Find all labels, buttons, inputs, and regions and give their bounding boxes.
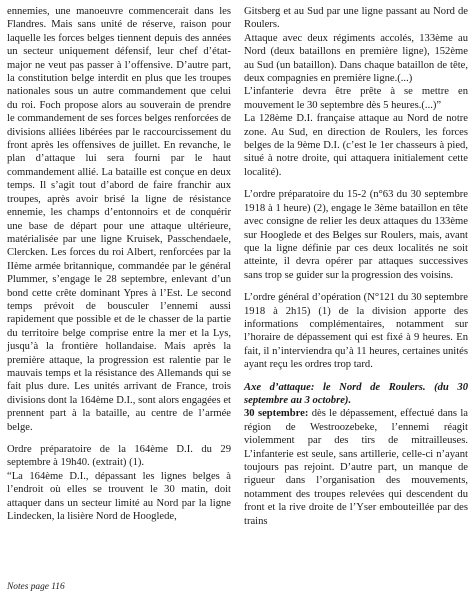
paragraph-order-title: Ordre préparatoire de la 164ème D.I. du 29 septembre à 19h40. (extrait) (1).	[7, 444, 231, 469]
page-footer: Notes page 116	[7, 582, 65, 592]
paragraph-divisions: La 128ème D.I. française attaque au Nord de notre zone. Au Sud, en direction de Roulers, les forces belges de la 9ème D.I. (c’est le 1er chasseurs à pied, situé à notre droite, qui attaquera initialement cette localité).	[244, 113, 468, 178]
right-column	[244, 5, 468, 528]
paragraph-order-quote: “La 164ème D.I., dépassant les lignes belges à l’endroit où elles se trouvent le 30 matin, doit attaquer dans un secteur limité au Nord par la ligne Lindecken, la lisière Nord de Hooglede,	[7, 470, 231, 523]
paragraph-preparatory-order: L’ordre préparatoire du 15-2 (n°63 du 30 septembre 1918 à 1 heure) (2), engage le 3ème bataillon en tête avec consigne de relier les deux attaques du 133ème sur Hooglede et des Belges sur Roulers, mais, avant que la ligne définie par ces deux localités ne soit atteinte, il devra opérer par attaques successives sans trop se guider sur la progression des voisins.	[244, 189, 468, 281]
paragraph-sept-30	[244, 407, 468, 528]
paragraph-context: ennemies, une manoeuvre commencerait dans les Flandres. Mais sans unité de réserve, raison pour laquelle les forces belges tiennent depuis des années un secteur uniquement défensif, leur chef d’état-major ne veut pas passer à l’offensive. D’autre part, la constitution belge interdit en plus que les troupes nationales sous un autre commandement que celui du roi. Foch propose alors au souverain de prendre le commandement de ses forces belges renforcées de divisions alliées libérées par le raccourcissement du front après les offensives de juillet. En revanche, le plan d’attaque lui sera fourni par le haut commandement allié. La bataille est conçue en deux temps. Il s’agit tout d’abord de faire franchir aux troupes, après avoir brisé la ligne de résistance ennemie, les champs d’entonnoirs et de conquérir une base de départ pour une attaque ultérieure, matérialisée par une ligne Kruisek, Passchendaele, Clercken. Les forces du roi Albert, renforcées par la IIème armée britannique, commandée par le général Plummer, s’engage le 28 septembre, enlevant d’un bond cette crête dominant Ypres à l’Est. Le second temps prévoit de bousculer l’ennemi aussi rapidement que possible et de le chasser de la partie du territoire belge comprise entre la mer et la Lys, jusqu’à la frontière hollandaise. Mais après la première attaque, la progression est ralentie par le mauvais temps et la résistance des Allemands qui se fait plus dure. Les unités arrivant de France, trois divisions dont la 164ème D.I., sont alors engagées et prennent part à la bataille, au centre de l’armée belge.	[7, 6, 231, 433]
paragraph-sept-30-text: dès le dépassement, effectué dans la région de Westroozebeke, l’ennemi réagit violemment par des tirs de mitrailleuses. L’infanterie est seule, sans artillerie, celle-ci n’ayant toujours pas rejoint. D’autre part, un manque de rigueur dans l’organisation des mouvements, notamment des troupes relevées qui descendent du front et la rive droite de l’Yser embouteillée par des trains	[244, 408, 468, 527]
section-heading: Axe d’attaque: le Nord de Roulers. (du 30 septembre au 3 octobre).	[244, 381, 468, 406]
paragraph-general-order: L’ordre général d’opération (N°121 du 30 septembre 1918 à 2h15) (1) de la division apporte des informations complémentaires, notamment sur l’horaire de dépassement qui est fixé à 9 heures. En fait, il n’interviendra qu’à 11 heures, certaines unités ayant reçu les ordres trop tard.	[244, 292, 468, 371]
paragraph-attack: Attaque avec deux régiments accolés, 133ème au Nord (deux bataillons en première ligne), 152ème au Sud (un bataillon). Dans chaque bataillon de tête, deux compagnies en première ligne.(...)	[244, 32, 468, 85]
left-column	[7, 5, 231, 523]
paragraph-continuation: Gitsberg et au Sud par une ligne passant au Nord de Roulers.	[244, 6, 468, 31]
paragraph-infantry: L’infanterie devra être prête à se mettre en mouvement le 30 septembre dès 5 heures.(...)”	[244, 86, 468, 111]
date-lead: 30 septembre:	[244, 408, 309, 420]
